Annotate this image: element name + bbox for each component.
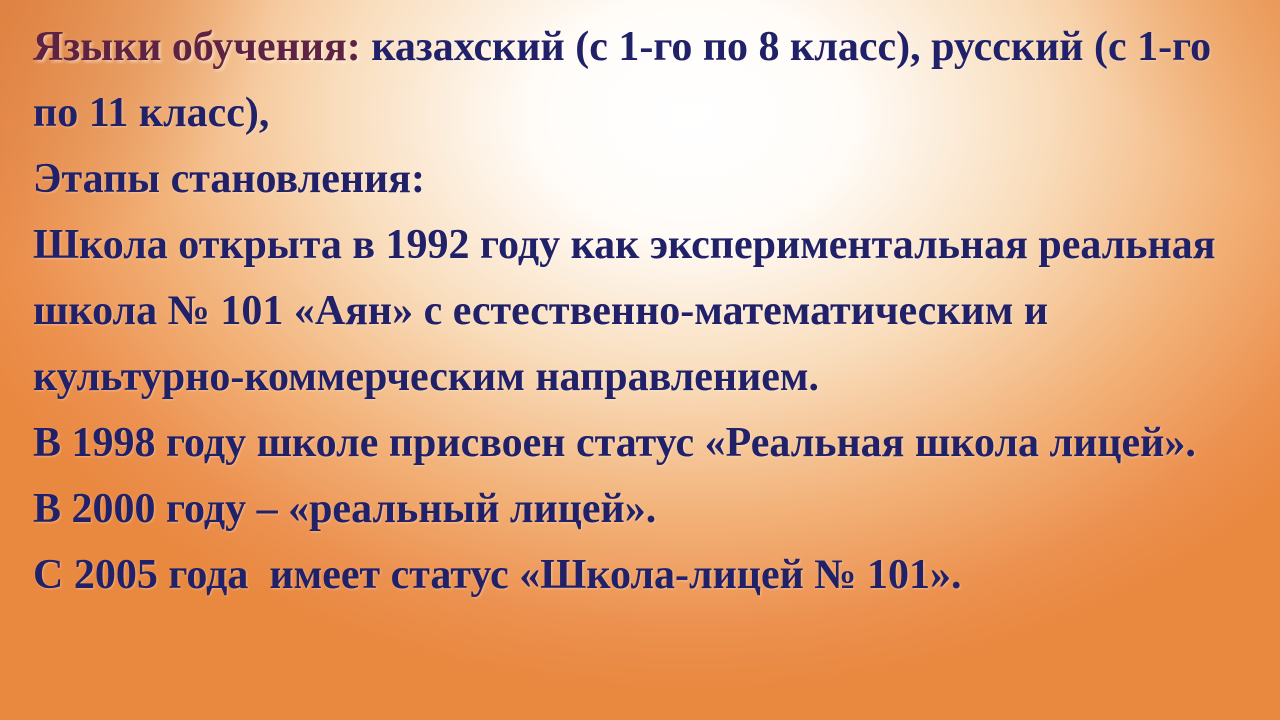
slide-text-block <box>33 14 1252 608</box>
history-1992-paragraph: Школа открыта в 1992 году как экспериментальная реальная школа № 101 «Аян» с естественно-математическим и культурно-коммерческим направлением. <box>33 222 1216 400</box>
history-2000-paragraph: В 2000 году – «реальный лицей». <box>33 486 657 532</box>
languages-label: Языки обучения: <box>33 24 361 70</box>
history-2005-paragraph: С 2005 года имеет статус «Школа-лицей № 101». <box>33 552 962 598</box>
history-1998-paragraph: В 1998 году школе присвоен статус «Реальная школа лицей». <box>33 420 1196 466</box>
stages-heading: Этапы становления: <box>33 156 425 202</box>
languages-paragraph <box>33 14 1252 146</box>
languages-value: казахский (с 1-го по 8 класс), русский (с 1-го по 11 класс), <box>33 24 1212 136</box>
